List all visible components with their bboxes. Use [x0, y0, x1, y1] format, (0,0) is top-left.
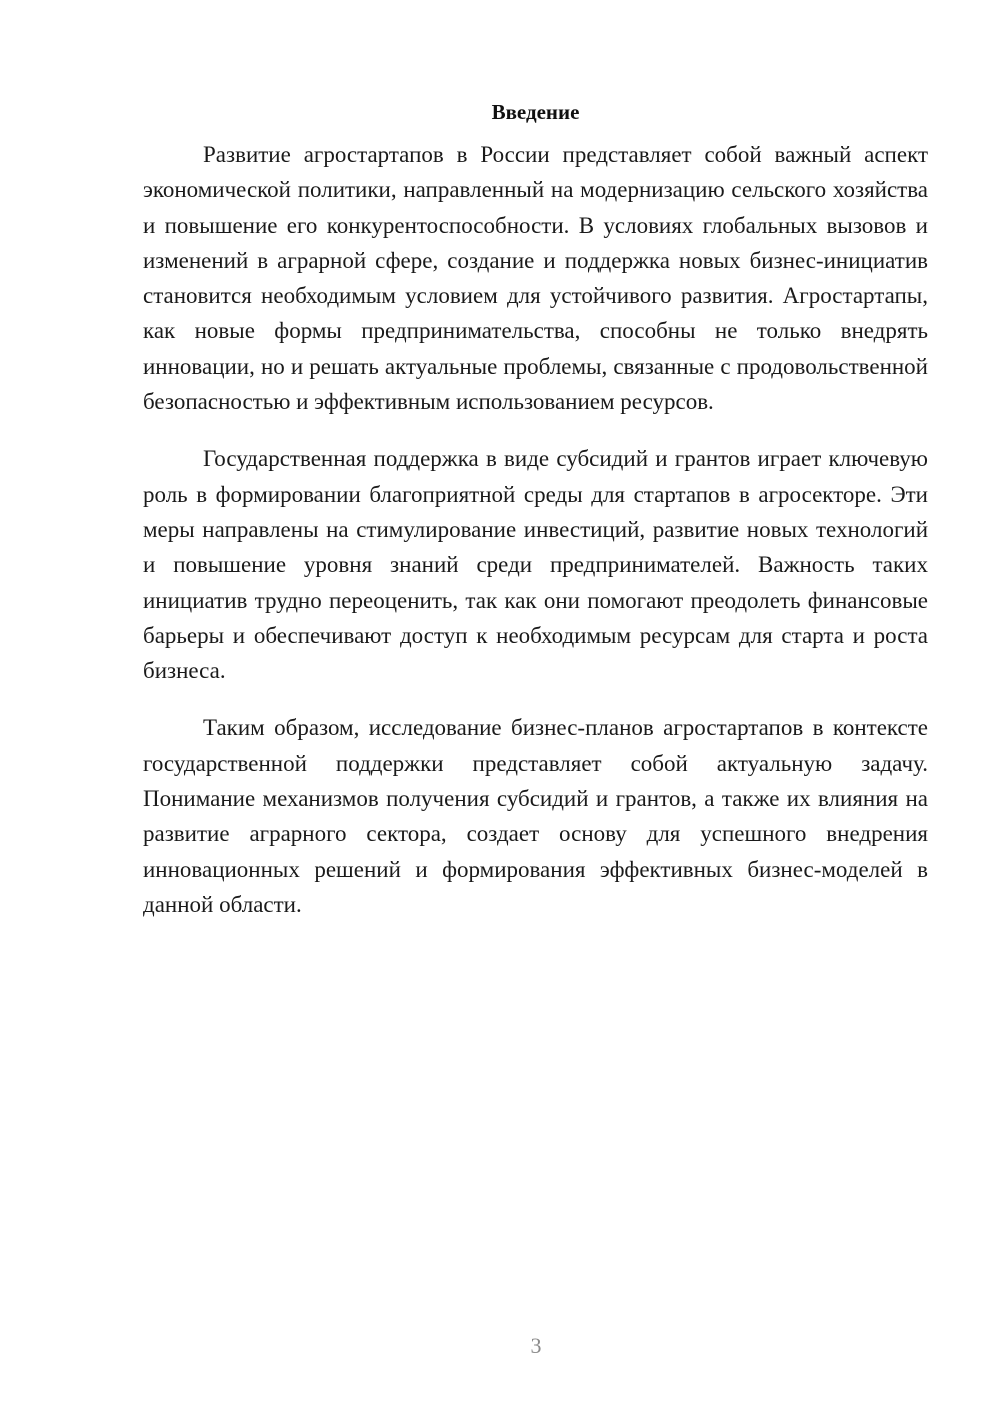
- page-number: 3: [530, 1333, 542, 1358]
- section-heading: Введение: [491, 100, 580, 124]
- paragraph-1: Развитие агростартапов в России представляет собой важный аспект экономической политики, направленный на модернизацию сельского хозяйства и повышение его конкурентоспособности. В условиях глобальных вызовов и изменений в аграрной сфере, создание и поддержка новых бизнес-инициатив становится необходимым условием для устойчивого развития. Агростартапы, как новые формы предпринимательства, способны не только внедрять инновации, но и решать актуальные проблемы, связанные с продовольственной безопасностью и эффективным использованием ресурсов.: [143, 142, 928, 415]
- page-content: [143, 94, 928, 944]
- paragraph-3: Таким образом, исследование бизнес-планов агростартапов в контексте государственной поддержки представляет собой актуальную задачу. Понимание механизмов получения субсидий и грантов, а также их влияния на развитие аграрного сектора, создает основу для успешного внедрения инновационных решений и формирования эффективных бизнес-моделей в данной области.: [143, 715, 928, 917]
- paragraph-2: Государственная поддержка в виде субсидий и грантов играет ключевую роль в формировании благоприятной среды для стартапов в агросекторе. Эти меры направлены на стимулирование инвестиций, развитие новых технологий и повышение уровня знаний среди предпринимателей. Важность таких инициатив трудно переоценить, так как они помогают преодолеть финансовые барьеры и обеспечивают доступ к необходимым ресурсам для старта и роста бизнеса.: [143, 446, 928, 684]
